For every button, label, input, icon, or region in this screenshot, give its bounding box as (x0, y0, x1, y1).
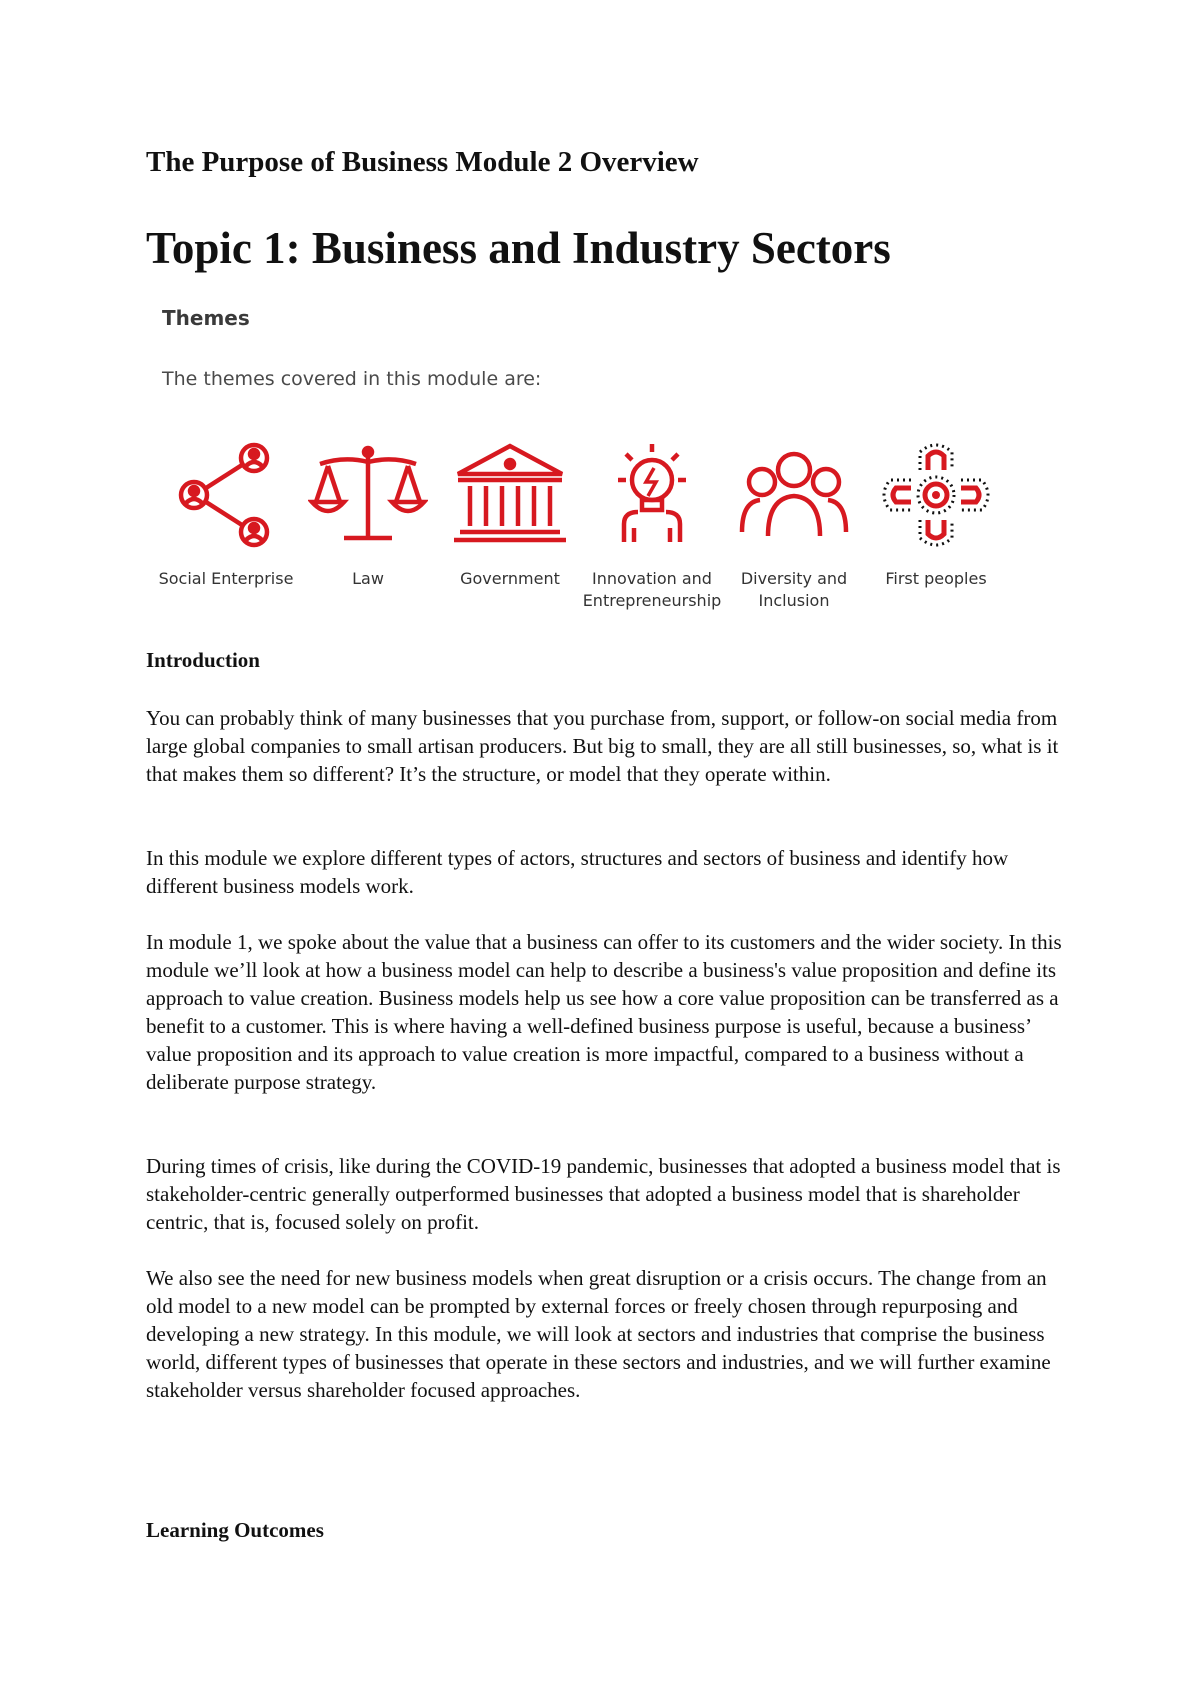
introduction-paragraph: In this module we explore different types of actors, structures and sectors of business and identify how different business models work. (146, 846, 1009, 898)
theme-label: Social Enterprise (158, 569, 294, 588)
themes-heading: Themes (162, 306, 250, 330)
theme-diversity (714, 440, 874, 620)
lightbulb-person-icon (592, 440, 712, 550)
themes-figure (146, 300, 1046, 630)
theme-government (430, 440, 590, 620)
scales-icon (308, 440, 428, 550)
government-building-icon (450, 440, 570, 550)
introduction-paragraph: We also see the need for new business models when great disruption or a crisis occurs. The change from an old model to a new model can be prompted by external forces or freely chosen through repurposing and developing a new strategy. In this module, we will look at sectors and industries that comprise the business world, different types of businesses that operate in these sectors and industries, and we will further examine stakeholder versus shareholder focused approaches. (146, 1266, 1051, 1402)
introduction-paragraph: In module 1, we spoke about the value that a business can offer to its customers and the wider society. In this module we’ll look at how a business model can help to describe a business's value proposition and define its approach to value creation. Business models help us see how a core value proposition can be transferred as a benefit to a customer. This is where having a well-defined business purpose is useful, because a business’ value proposition and its approach to value creation is more impactful, compared to a business without a deliberate purpose strategy. (146, 930, 1062, 1094)
document-title: The Purpose of Business Module 2 Overview (146, 146, 699, 178)
theme-label: Diversity and Inclusion (740, 569, 848, 610)
theme-law (288, 440, 448, 620)
introduction-paragraph: You can probably think of many businesses that you purchase from, support, or follow-on social media from large global companies to small artisan producers. But big to small, they are all still businesses, so, what is it that makes them so different? It’s the structure, or model that they operate within. (146, 706, 1059, 786)
themes-intro: The themes covered in this module are: (162, 368, 542, 390)
theme-first-peoples (856, 440, 1016, 620)
social-network-icon (166, 440, 286, 550)
theme-label: Government (460, 569, 560, 588)
group-people-icon (734, 440, 854, 550)
theme-label: Innovation and Entrepreneurship (582, 569, 722, 610)
introduction-heading: Introduction (146, 648, 260, 672)
theme-label: First peoples (885, 569, 987, 588)
first-peoples-icon (876, 440, 996, 550)
theme-social-enterprise (146, 440, 306, 620)
introduction-paragraph: During times of crisis, like during the COVID-19 pandemic, businesses that adopted a business model that is stakeholder-centric generally outperformed businesses that adopted a business model that is shareholder centric, that is, focused solely on profit. (146, 1154, 1061, 1234)
theme-label: Law (352, 569, 384, 588)
theme-innovation (572, 440, 732, 620)
topic-heading: Topic 1: Business and Industry Sectors (146, 223, 891, 273)
learning-outcomes-heading: Learning Outcomes (146, 1518, 324, 1542)
